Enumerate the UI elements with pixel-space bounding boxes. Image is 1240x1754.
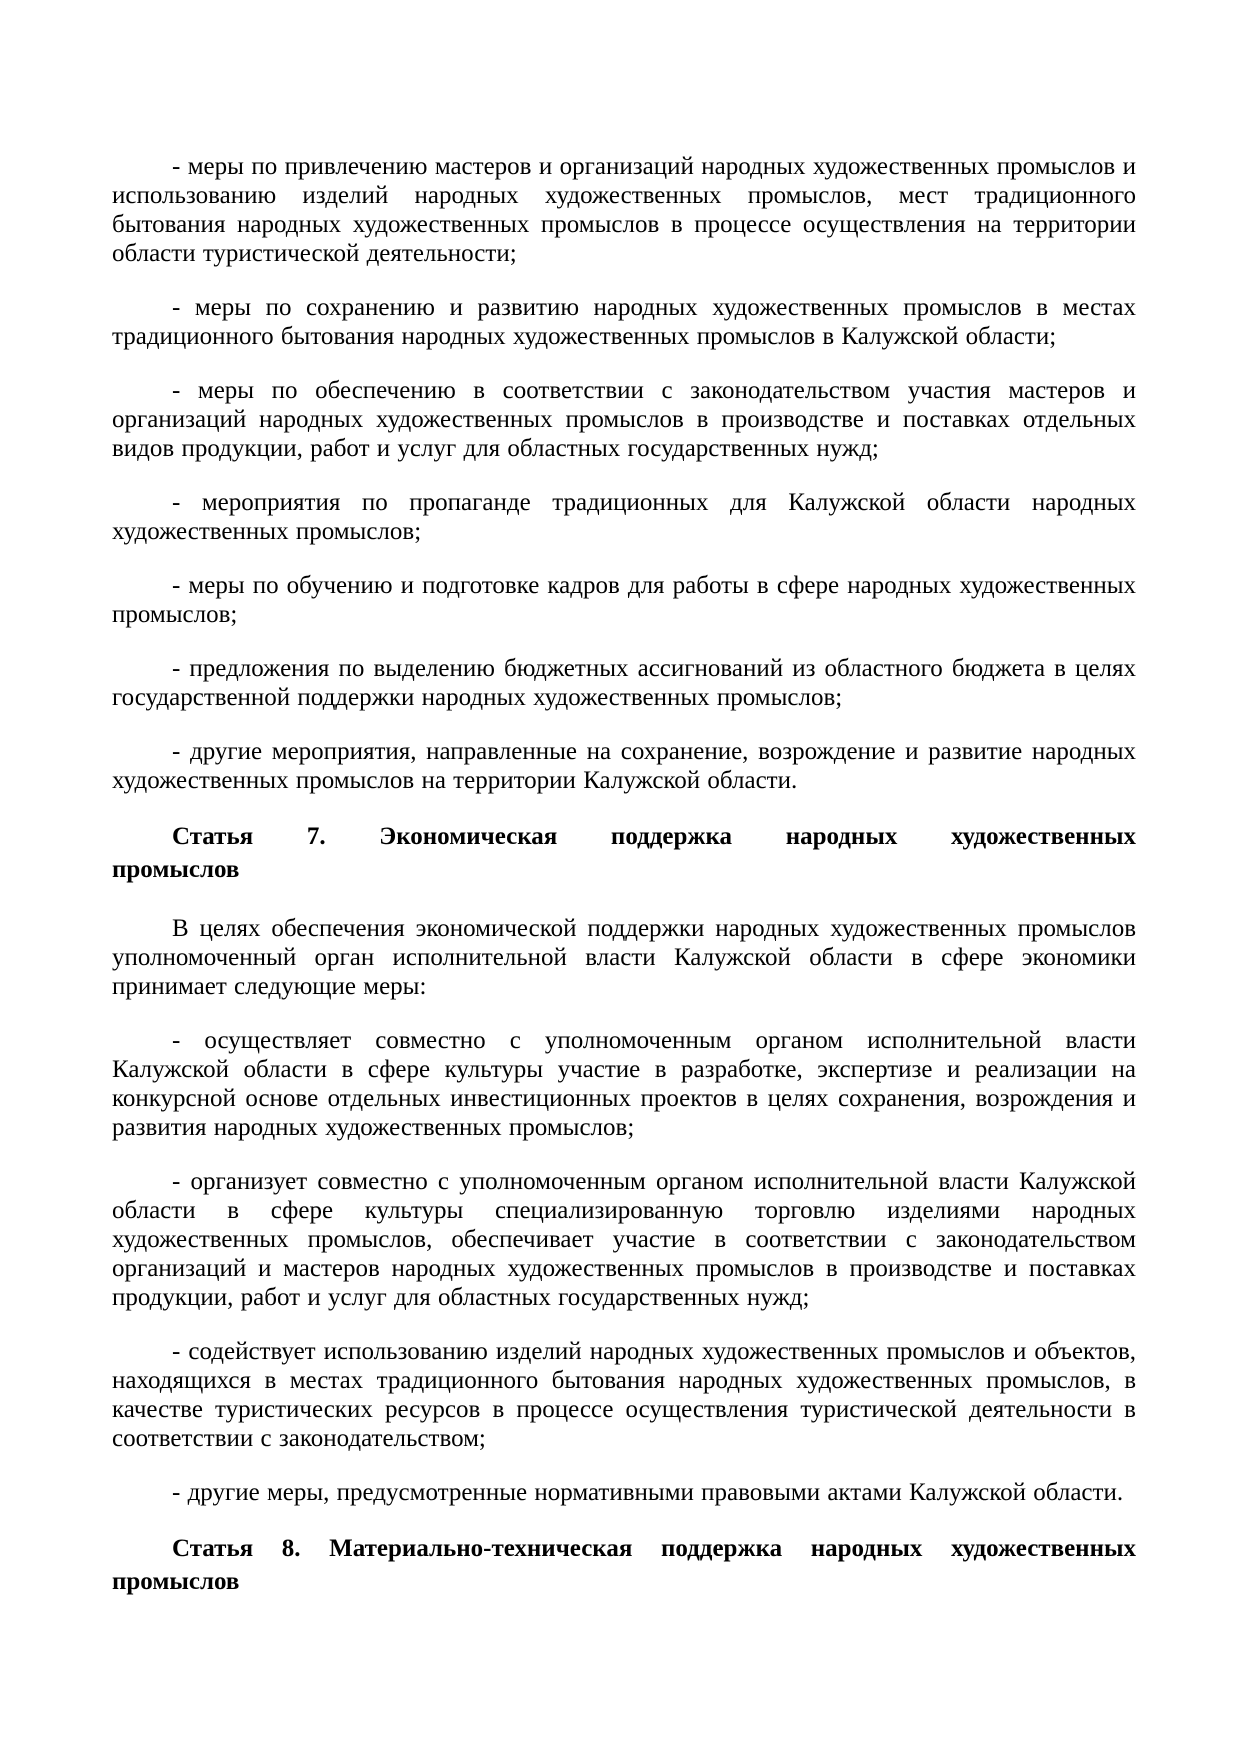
article-7-heading: Статья 7. Экономическая поддержка народных художественных промыслов <box>112 823 1136 883</box>
para-measures-preservation-development: - меры по сохранению и развитию народных художественных промыслов в местах традиционного бытования народных художественных промыслов в Калужской области; <box>112 294 1136 350</box>
para-investment-projects: - осуществляет совместно с уполномоченным органом исполнительной власти Калужской области в сфере культуры участие в разработке, экспертизе и реализации на конкурсной основе отдельных инвестиционных проектов в целях сохранения, возрождения и развития народных художественных промыслов; <box>112 1027 1136 1141</box>
article-8-heading: Статья 8. Материально-техническая поддержка народных художественных промыслов <box>112 1535 1136 1595</box>
para-specialized-trade: - организует совместно с уполномоченным органом исполнительной власти Калужской области в сфере культуры специализированную торговлю изделиями народных художественных промыслов, обеспечивает участие в соответствии с законодательством организаций и мастеров народных художественных промыслов в производстве и поставках продукции, работ и услуг для областных государственных нужд; <box>112 1168 1136 1311</box>
para-budget-proposals: - предложения по выделению бюджетных ассигнований из областного бюджета в целях государственной поддержки народных художественных промыслов; <box>112 655 1136 711</box>
para-tourism-resources: - содействует использованию изделий народных художественных промыслов и объектов, находящихся в местах традиционного бытования народных художественных промыслов, в качестве туристических ресурсов в процессе осуществления туристической деятельности в соответствии с законодательством; <box>112 1338 1136 1452</box>
para-measures-participation-in-supplies: - меры по обеспечению в соответствии с законодательством участия мастеров и организаций народных художественных промыслов в производстве и поставках отдельных видов продукции, работ и услуг для областных государственных нужд; <box>112 377 1136 462</box>
para-other-measures: - другие меры, предусмотренные нормативными правовыми актами Калужской области. <box>172 1479 1124 1506</box>
para-economic-support-intro: В целях обеспечения экономической поддержки народных художественных промыслов уполномоченный орган исполнительной власти Калужской области в сфере экономики принимает следующие меры: <box>112 915 1136 1000</box>
para-measures-attracting-masters: - меры по привлечению мастеров и организаций народных художественных промыслов и использованию изделий народных художественных промыслов, мест традиционного бытования народных художественных промыслов в процессе осуществления на территории области туристической деятельности; <box>112 153 1136 267</box>
para-other-activities: - другие мероприятия, направленные на сохранение, возрождение и развитие народных художественных промыслов на территории Калужской области. <box>112 738 1136 794</box>
para-training-measures: - меры по обучению и подготовке кадров для работы в сфере народных художественных промыслов; <box>112 572 1136 628</box>
para-promotion-activities: - мероприятия по пропаганде традиционных для Калужской области народных художественных промыслов; <box>112 489 1136 545</box>
